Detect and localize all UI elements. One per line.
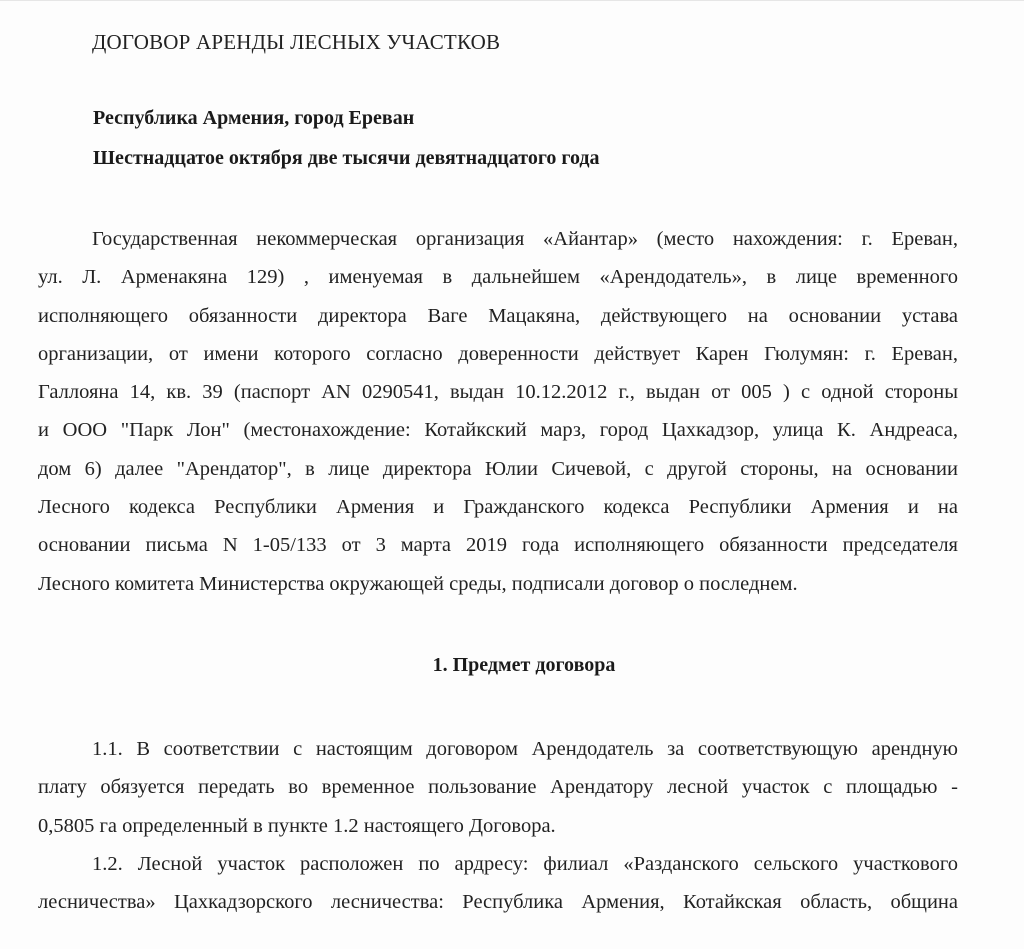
text-line: лесничества» Цахкадзорского лесничества: Республика Армения, Котайкская область, община xyxy=(38,891,958,914)
document-title: ДОГОВОР АРЕНДЫ ЛЕСНЫХ УЧАСТКОВ xyxy=(92,30,501,54)
text-line: плату обязуется передать во временное пользование Арендатору лесной участок с площадью - xyxy=(38,776,958,799)
text-line: исполняющего обязанности директора Ваге Мацакяна, действующего на основании устава xyxy=(38,304,958,327)
page-edge xyxy=(0,0,1024,1)
text-line: и ООО "Парк Лон" (местонахождение: Котайкский марз, город Цахкадзор, улица К. Андреаса, xyxy=(38,419,958,442)
intro-paragraph xyxy=(38,220,958,603)
text-line: Лесного комитета Министерства окружающей среды, подписали договор о последнем. xyxy=(38,572,798,595)
contract-place: Республика Армения, город Ереван xyxy=(93,107,415,129)
text-line: Государственная некоммерческая организация «Айантар» (место нахождения: г. Ереван, xyxy=(92,228,958,250)
text-line: организации, от имени которого согласно доверенности действует Карен Гюлумян: г. Ереван, xyxy=(38,342,958,365)
section-heading: 1. Предмет договора xyxy=(432,654,616,676)
clause-1-1 xyxy=(38,730,958,845)
text-line: Лесного кодекса Республики Армения и Гражданского кодекса Республики Армения и на xyxy=(38,496,958,519)
text-line: Галлояна 14, кв. 39 (паспорт AN 0290541, выдан 10.12.2012 г., выдан от 005 ) с одной стороны xyxy=(38,381,958,404)
text-line: ул. Л. Арменакяна 129) , именуемая в дальнейшем «Арендодатель», в лице временного xyxy=(38,266,958,289)
text-line: дом 6) далее "Арендатор", в лице директора Юлии Сичевой, с другой стороны, на основании xyxy=(38,457,958,480)
text-line: 1.2. Лесной участок расположен по ардресу: филиал «Разданского сельского участкового xyxy=(92,853,958,875)
text-line: 0,5805 га определенный в пункте 1.2 настоящего Договора. xyxy=(38,814,556,837)
clause-1-2 xyxy=(38,845,958,922)
text-line: основании письма N 1-05/133 от 3 марта 2019 года исполняющего обязанности председателя xyxy=(38,534,958,557)
contract-date: Шестнадцатое октября две тысячи девятнадцатого года xyxy=(93,147,600,169)
text-line: 1.1. В соответствии с настоящим договором Арендодатель за соответствующую арендную xyxy=(92,738,958,760)
